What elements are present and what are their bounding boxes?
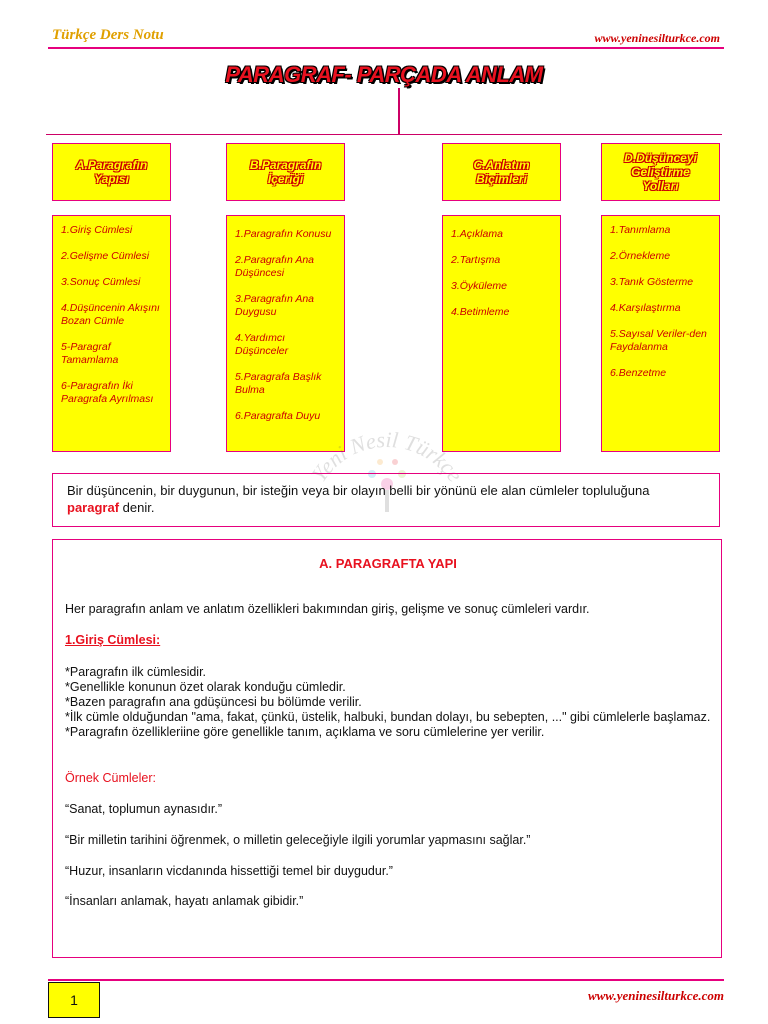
- bullet-list: [65, 665, 715, 740]
- main-title: PARAGRAF- PARÇADA ANLAM: [225, 62, 543, 87]
- section-intro: Her paragrafın anlam ve anlatım özellikleri bakımından giriş, gelişme ve sonuç cümleleri vardır.: [65, 602, 590, 616]
- list-item: 2.Örnekleme: [610, 250, 671, 262]
- footer-website-link[interactable]: www.yeninesilturkce.com: [587, 988, 724, 1003]
- example-sentence: “Huzur, insanların vicdanında hissettiği temel bir duygudur.”: [65, 864, 393, 878]
- list-item: *İlk cümle olduğundan "ama, fakat, çünkü, üstelik, halbuki, bundan dolayı, bu sebepten, ..." gibi cümlelerle başlamaz.: [65, 710, 711, 724]
- list-item: 4.Betimleme: [451, 306, 510, 318]
- header-title: Türkçe Ders Notu: [52, 27, 164, 43]
- list-item: *Paragrafın ilk cümlesidir.: [65, 665, 207, 679]
- list-item: 5.Paragrafa Başlık Bulma: [235, 371, 322, 396]
- list-item: 4.Yardımcı Düşünceler: [235, 332, 289, 357]
- category-list-d: [601, 215, 720, 452]
- list-item: 4.Karşılaştırma: [610, 302, 681, 314]
- category-box-c: C.Anlatım Biçimleri: [442, 143, 561, 201]
- list-item: 3.Sonuç Cümlesi: [61, 276, 141, 288]
- example-sentence: “Sanat, toplumun aynasıdır.”: [65, 802, 223, 816]
- list-item: 1.Açıklama: [451, 228, 503, 240]
- example-sentence: “İnsanları anlamak, hayatı anlamak gibidir.”: [65, 894, 304, 908]
- section-title: A. PARAGRAFTA YAPI: [319, 556, 457, 571]
- list-item: 6.Paragrafta Duyu: [235, 410, 321, 422]
- page-number: 1: [48, 982, 100, 1018]
- list-item: 3.Tanık Gösterme: [610, 276, 694, 288]
- definition-keyword: paragraf: [67, 500, 120, 515]
- list-item: 3.Paragrafın Ana Duygusu: [235, 293, 314, 318]
- list-item: 2.Tartışma: [451, 254, 501, 266]
- category-list-a: [52, 215, 171, 452]
- list-item: 1.Giriş Cümlesi: [61, 224, 133, 236]
- list-item: 5-Paragraf Tamamlama: [61, 341, 119, 366]
- watermark-text: Yeni Nesil Türkçe: [306, 426, 468, 487]
- list-item: 1.Tanımlama: [610, 224, 671, 236]
- list-item: 5.Sayısal Veriler-den Faydalanma: [610, 328, 707, 353]
- header-divider: [48, 47, 724, 49]
- header-website-link[interactable]: www.yeninesilturkce.com: [594, 31, 720, 45]
- list-item: 2.Paragrafın Ana Düşüncesi: [235, 254, 314, 279]
- content-section: [52, 539, 722, 958]
- category-box-d: D.Düşünceyi Geliştirme Yolları: [601, 143, 720, 201]
- footer-divider: [48, 979, 724, 981]
- definition-text: Bir düşüncenin, bir duygunun, bir isteğin veya bir olayın belli bir yönünü ele alan cümleler topluluğuna: [67, 483, 650, 498]
- list-item: 6.Benzetme: [610, 367, 667, 379]
- definition-text-end: denir.: [119, 500, 155, 515]
- list-item: *Genellikle konunun özet olarak konduğu cümledir.: [65, 680, 346, 694]
- example-sentence: “Bir milletin tarihini öğrenmek, o milletin geleceğiyle ilgili yorumlar yapmasını sağlar.”: [65, 833, 531, 847]
- list-item: 6-Paragrafın İki Paragrafa Ayrılması: [61, 380, 154, 405]
- tree-connector-vertical: [398, 88, 400, 134]
- section-subheading: 1.Giriş Cümlesi:: [65, 633, 161, 647]
- list-item: 1.Paragrafın Konusu: [235, 228, 332, 240]
- tree-connector-horizontal: [46, 134, 722, 135]
- examples-label: Örnek Cümleler:: [65, 771, 156, 785]
- list-item: *Paragrafın özellikleriine göre genellikle tanım, açıklama ve soru cümlelerine yer verilir.: [65, 725, 545, 739]
- list-item: 4.Düşüncenin Akışını Bozan Cümle: [61, 302, 160, 327]
- category-box-a: A.Paragrafın Yapısı: [52, 143, 171, 201]
- list-item: 2.Gelişme Cümlesi: [61, 250, 150, 262]
- list-item: 3.Öyküleme: [451, 280, 508, 292]
- category-box-b: B.Paragrafın İçeriği: [226, 143, 345, 201]
- list-item: *Bazen paragrafın ana gdüşüncesi bu bölümde verilir.: [65, 695, 362, 709]
- definition-box: [52, 473, 720, 527]
